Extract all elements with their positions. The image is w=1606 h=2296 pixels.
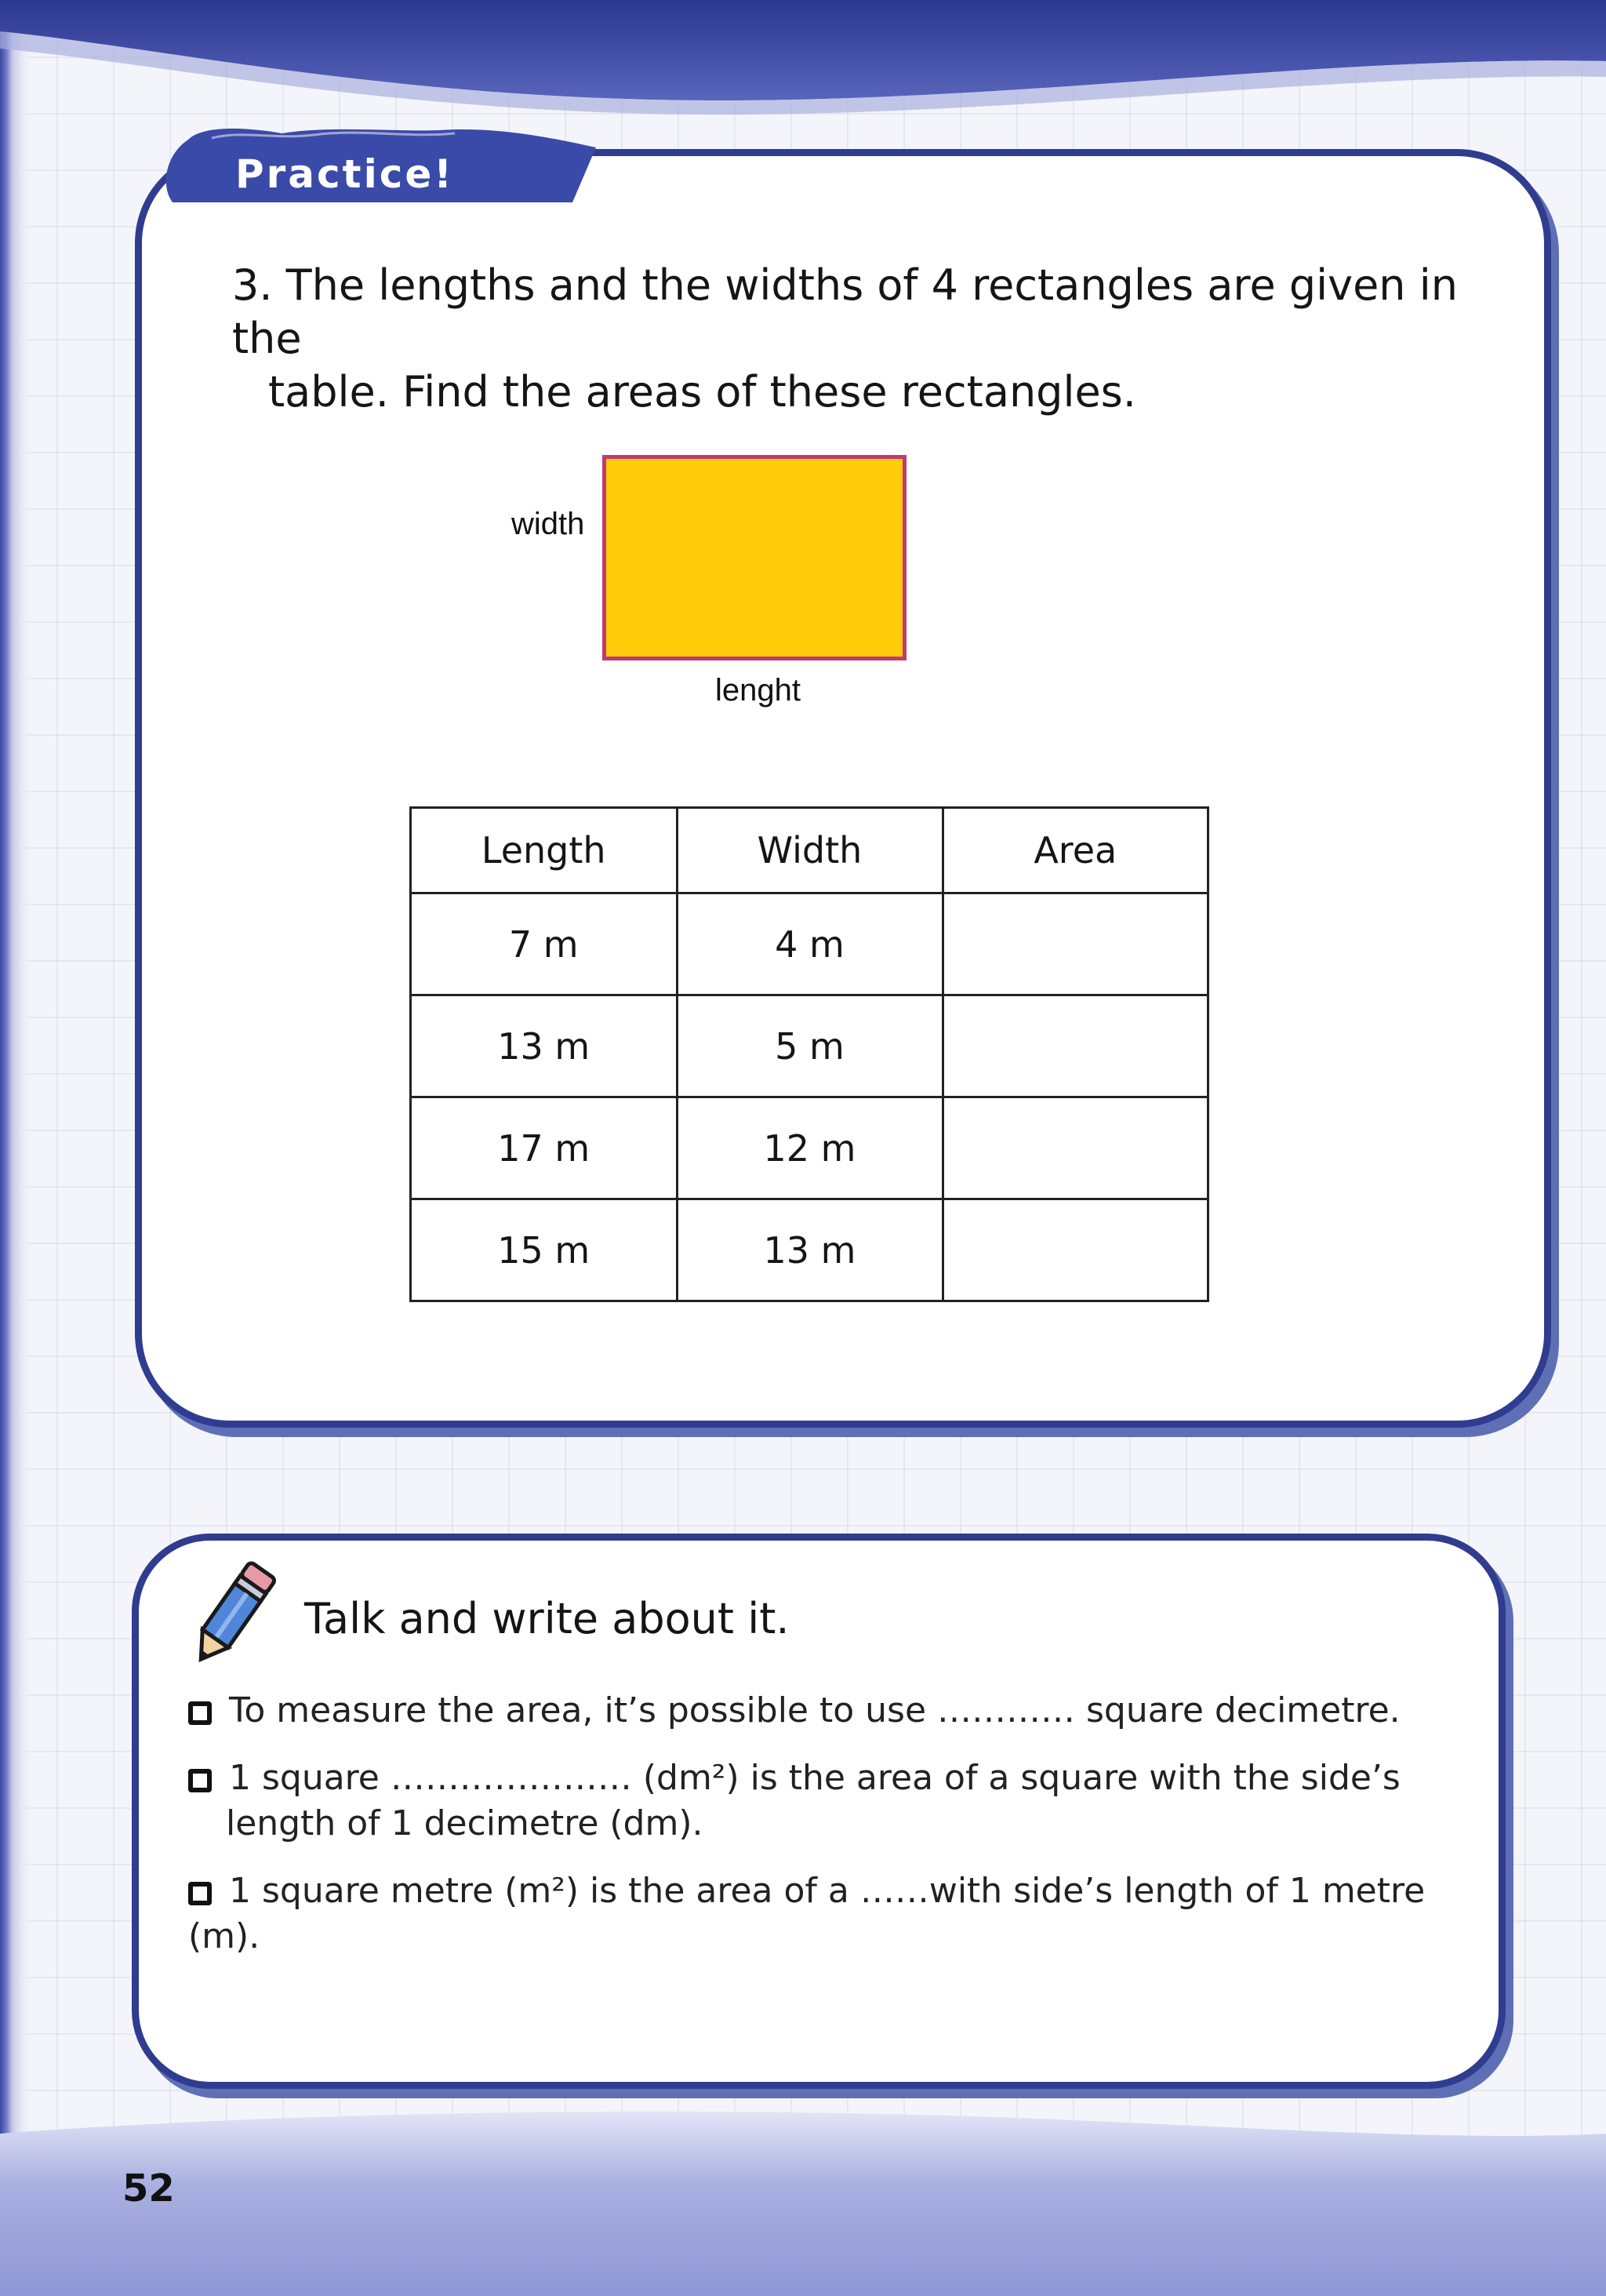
pencil-icon: [182, 1555, 284, 1672]
talk-item: [188, 1688, 1482, 1734]
table-row: [411, 1097, 1208, 1199]
checkbox-icon[interactable]: [188, 1701, 212, 1725]
rectangles-table: [409, 806, 1209, 1302]
talk-item-text-continued: length of 1 decimetre (dm).: [226, 1803, 703, 1843]
area-answer-cell[interactable]: [943, 1199, 1208, 1301]
table-header-row: [411, 808, 1208, 893]
figure-width-label: width: [511, 507, 585, 541]
table-row: [411, 1199, 1208, 1301]
practice-tab-label: Practice!: [235, 151, 455, 197]
book-spine: [0, 0, 31, 2296]
talk-item: [188, 1756, 1474, 1847]
area-answer-cell[interactable]: [943, 995, 1208, 1097]
rectangle-figure: [602, 455, 907, 660]
talk-item-text: 1 square metre (m²) is the area of a ……with side’s length of 1 metre (m).: [188, 1871, 1426, 1956]
checkbox-icon[interactable]: [188, 1769, 212, 1792]
bottom-decorative-band: [0, 2102, 1606, 2296]
header-length: Length: [411, 808, 678, 893]
page-number: 52: [122, 2167, 175, 2210]
width-cell: 4 m: [677, 893, 943, 995]
checkbox-icon[interactable]: [188, 1882, 212, 1905]
question-text: [232, 259, 1471, 419]
header-width: Width: [677, 808, 943, 893]
figure-length-label: lenght: [715, 673, 801, 708]
question-line-2: table. Find the areas of these rectangles.: [268, 367, 1136, 417]
talk-item-text: To measure the area, it’s possible to use ………… square decimetre.: [229, 1690, 1401, 1730]
area-answer-cell[interactable]: [943, 1097, 1208, 1199]
talk-item-text: 1 square ………………… (dm²) is the area of a square with the side’s: [229, 1758, 1401, 1798]
talk-title: Talk and write about it.: [304, 1594, 790, 1643]
question-line-1: 3. The lengths and the widths of 4 rectangles are given in the: [232, 260, 1458, 363]
length-cell: 13 m: [411, 995, 678, 1097]
header-area: Area: [943, 808, 1208, 893]
width-cell: 13 m: [677, 1199, 943, 1301]
table-row: [411, 893, 1208, 995]
length-cell: 15 m: [411, 1199, 678, 1301]
length-cell: 7 m: [411, 893, 678, 995]
talk-item: [188, 1868, 1490, 1959]
length-cell: 17 m: [411, 1097, 678, 1199]
width-cell: 12 m: [677, 1097, 943, 1199]
table-row: [411, 995, 1208, 1097]
width-cell: 5 m: [677, 995, 943, 1097]
area-answer-cell[interactable]: [943, 893, 1208, 995]
top-decorative-band: [0, 0, 1606, 118]
